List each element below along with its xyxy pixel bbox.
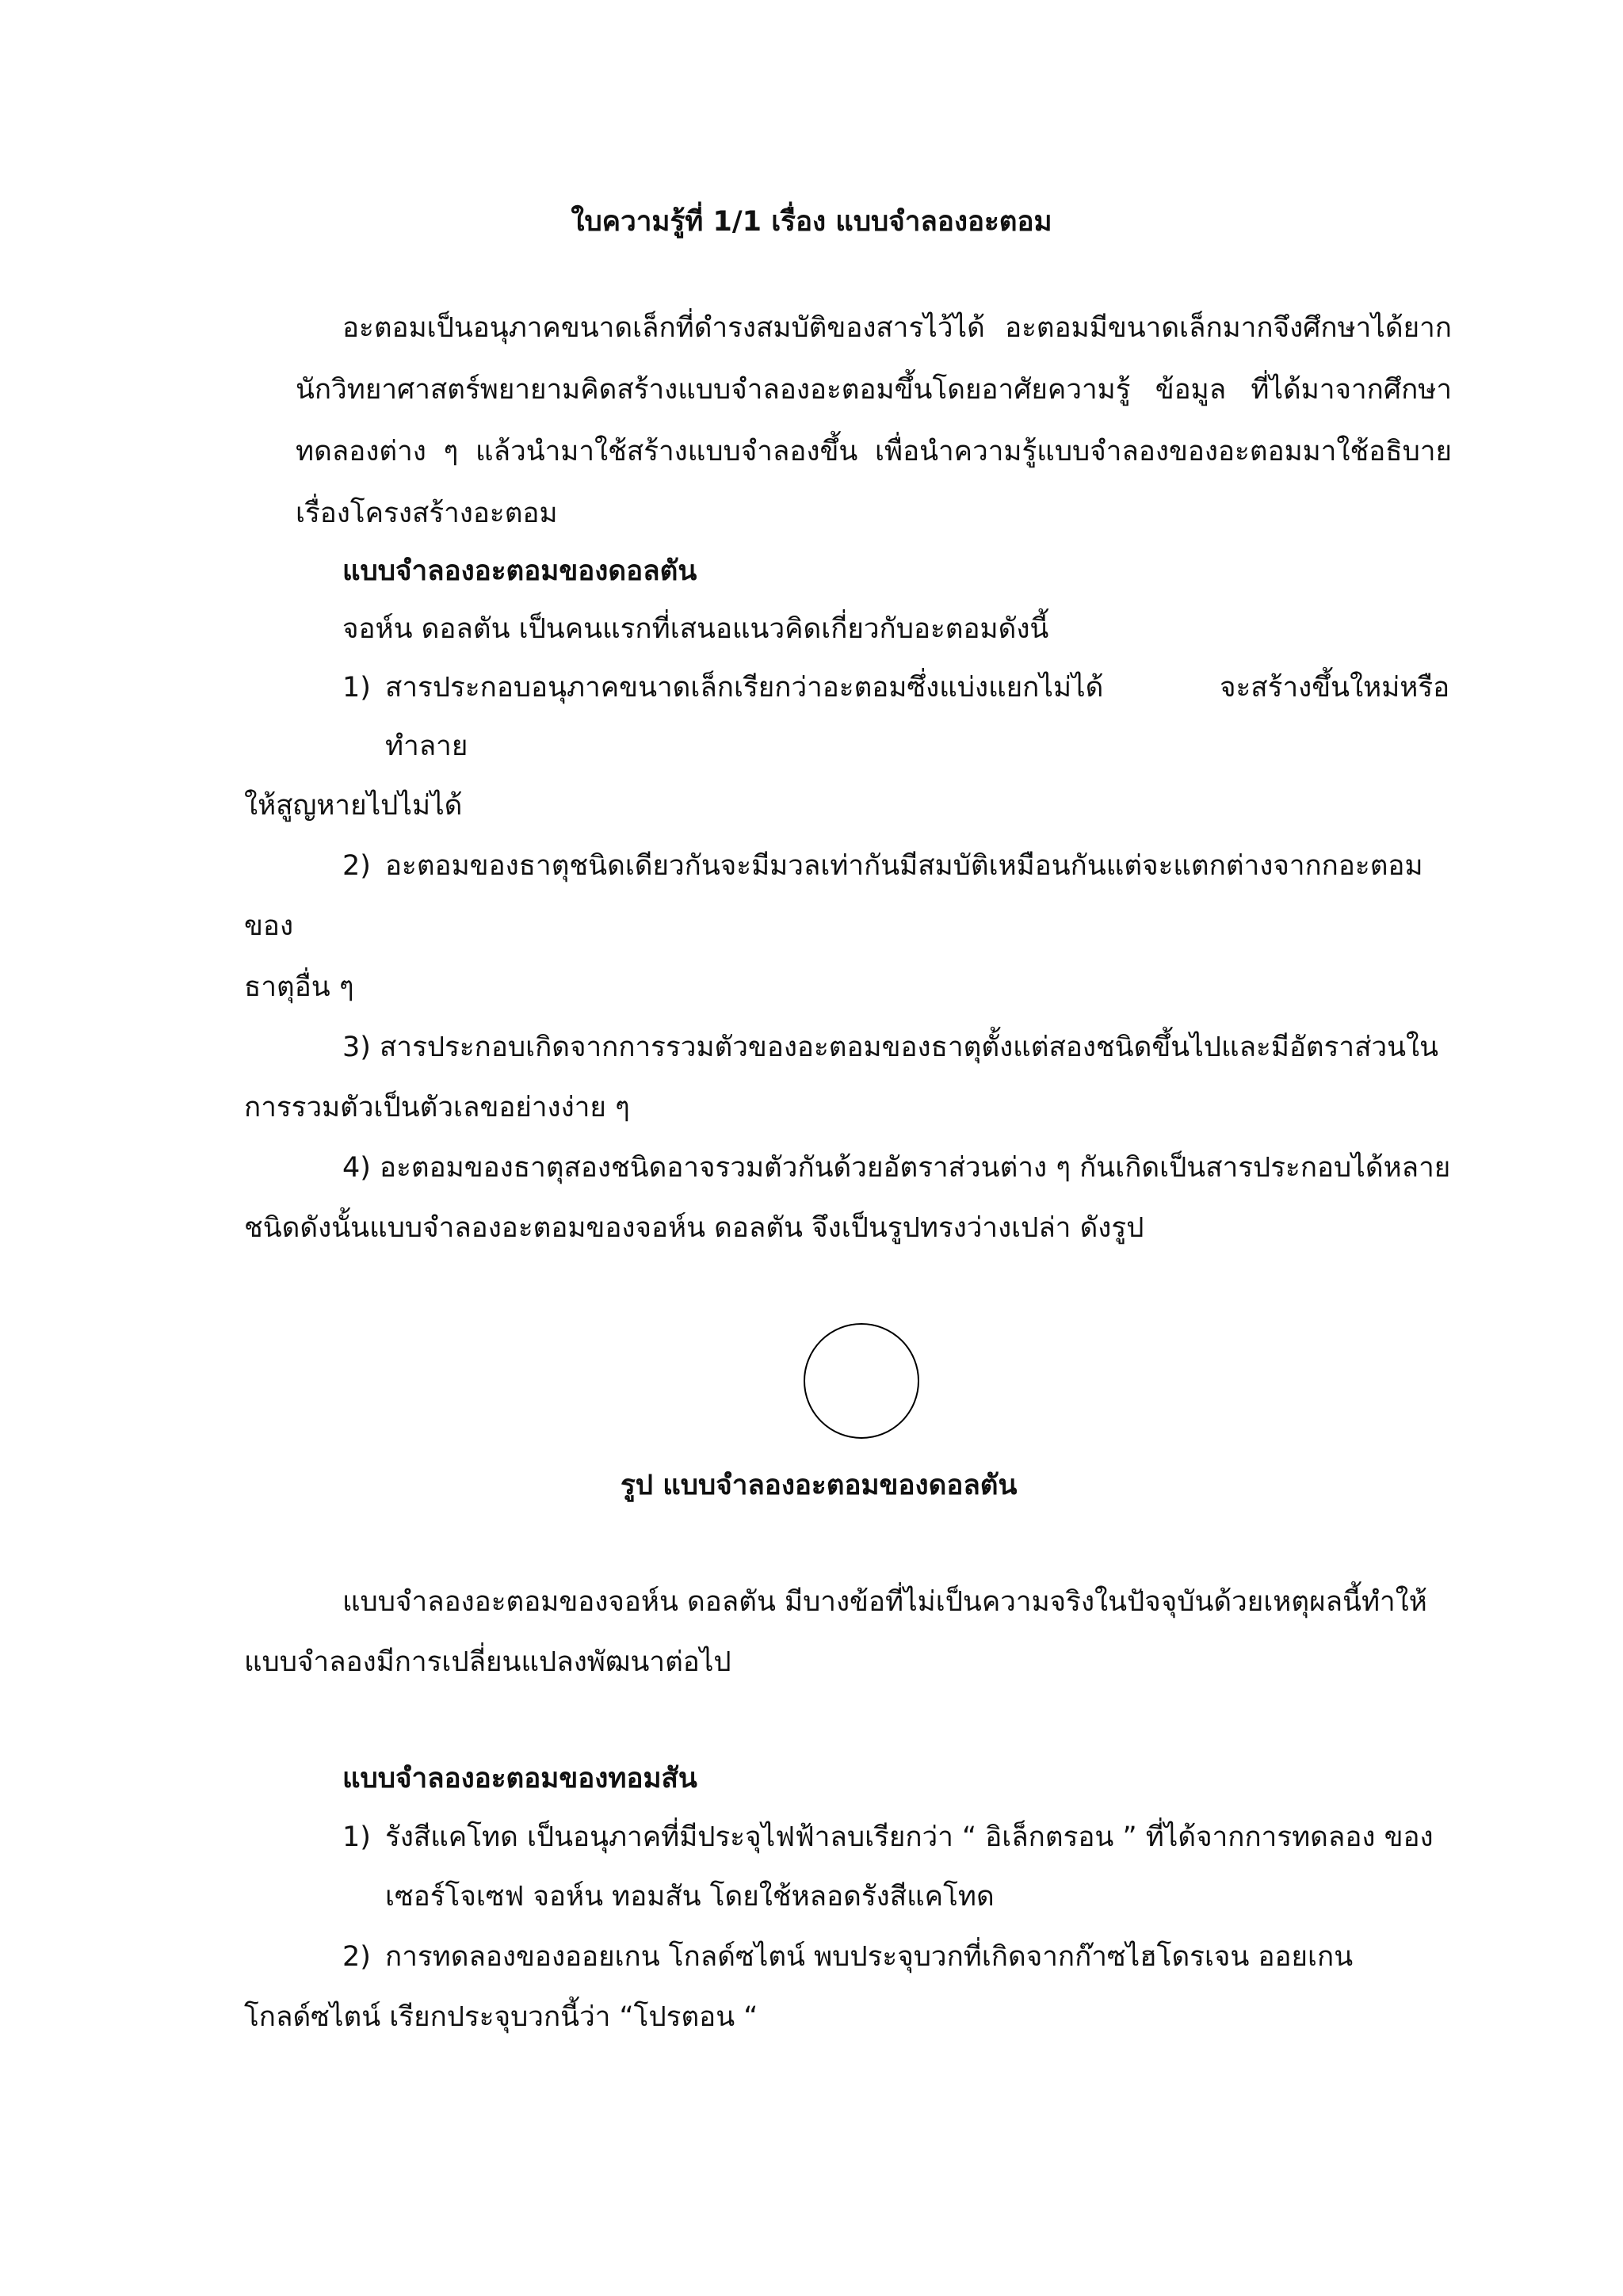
dalton-point-3-wrap: การรวมตัวเป็นตัวเลขอย่างง่าย ๆ [244, 1092, 630, 1123]
dalton-atom-circle-figure [804, 1323, 919, 1439]
dalton-point-2-wrap: ธาตุอื่น ๆ [244, 971, 354, 1003]
point-text: สารประกอบอนุภาคขนาดเล็กเรียกว่าอะตอมซึ่งแบ่งแยกไม่ได้ [385, 672, 1104, 704]
list-number: 1) [342, 1821, 371, 1853]
intro-line: เรื่องโครงสร้างอะตอม [296, 498, 558, 529]
dalton-lead: จอห์น ดอลตัน เป็นคนแรกที่เสนอแนวคิดเกี่ยวกับอะตอมดังนี้ [342, 613, 1049, 645]
dalton-point-1-tail: จะสร้างขึ้นใหม่หรือ [1220, 672, 1450, 704]
list-number: 1) [342, 672, 371, 704]
point-text: อะตอมของธาตุชนิดเดียวกันจะมีมวลเท่ากันมีสมบัติเหมือนกันแต่จะแตกต่างจากกอะตอม [385, 850, 1423, 882]
dalton-point-4-wrap: ชนิดดังนั้นแบบจำลองอะตอมของจอห์น ดอลตัน จึงเป็นรูปทรงว่างเปล่า ดังรูป [244, 1212, 1144, 1244]
thomson-point-2-wrap: โกลด์ซไตน์ เรียกประจุบวกนี้ว่า “โปรตอน “ [244, 2001, 758, 2033]
dalton-point-2 [342, 849, 1423, 883]
thomson-point-1-wrap: เซอร์โจเซฟ จอห์น ทอมสัน โดยใช้หลอดรังสีแคโทด [385, 1881, 995, 1913]
dalton-point-1 [342, 670, 1103, 705]
intro-line: นักวิทยาศาสตร์พยายามคิดสร้างแบบจำลองอะตอมขึ้นโดยอาศัยความรู้ ข้อมูล ที่ได้มาจากศึกษา [296, 374, 1452, 406]
page-title: ใบความรู้ที่ 1/1 เรื่อง แบบจำลองอะตอม [571, 206, 1052, 238]
dalton-conclusion: แบบจำลองอะตอมของจอห์น ดอลตัน มีบางข้อที่ไม่เป็นความจริงในปัจจุบันด้วยเหตุผลนี้ทำให้ [342, 1586, 1427, 1618]
intro-line: อะตอมเป็นอนุภาคขนาดเล็กที่ดำรงสมบัติของสารไว้ได้ อะตอมมีขนาดเล็กมากจึงศึกษาได้ยาก [342, 312, 1452, 344]
list-number: 2) [342, 1941, 371, 1973]
thomson-point-1 [342, 1820, 1434, 1855]
figure-caption: รูป แบบจำลองอะตอมของดอลตัน [621, 1470, 1018, 1501]
intro-line: ทดลองต่าง ๆ แล้วนำมาใช้สร้างแบบจำลองขึ้น เพื่อนำความรู้แบบจำลองของอะตอมมาใช้อธิบาย [296, 436, 1452, 467]
thomson-point-2 [342, 1939, 1353, 1974]
dalton-point-2-wrap: ของ [244, 910, 294, 942]
dalton-point-1-wrap: ให้สูญหายไปไม่ได้ [244, 790, 463, 822]
dalton-point-4: 4) อะตอมของธาตุสองชนิดอาจรวมตัวกันด้วยอัตราส่วนต่าง ๆ กันเกิดเป็นสารประกอบได้หลาย [342, 1152, 1451, 1184]
point-text: รังสีแคโทด เป็นอนุภาคที่มีประจุไฟฟ้าลบเรียกว่า “ อิเล็กตรอน ” ที่ได้จากการทดลอง ของ [385, 1821, 1434, 1853]
section-heading-thomson: แบบจำลองอะตอมของทอมสัน [342, 1763, 697, 1794]
list-number: 2) [342, 850, 371, 882]
point-text: การทดลองของออยเกน โกลด์ซไตน์ พบประจุบวกที่เกิดจากก๊าซไฮโดรเจน ออยเกน [385, 1941, 1354, 1973]
dalton-conclusion-wrap: แบบจำลองมีการเปลี่ยนแปลงพัฒนาต่อไป [244, 1646, 731, 1678]
dalton-point-1-wrap: ทำลาย [385, 730, 468, 762]
section-heading-dalton: แบบจำลองอะตอมของดอลตัน [342, 555, 697, 587]
dalton-point-3: 3) สารประกอบเกิดจากการรวมตัวของอะตอมของธาตุตั้งแต่สองชนิดขึ้นไปและมีอัตราส่วนใน [342, 1032, 1439, 1063]
